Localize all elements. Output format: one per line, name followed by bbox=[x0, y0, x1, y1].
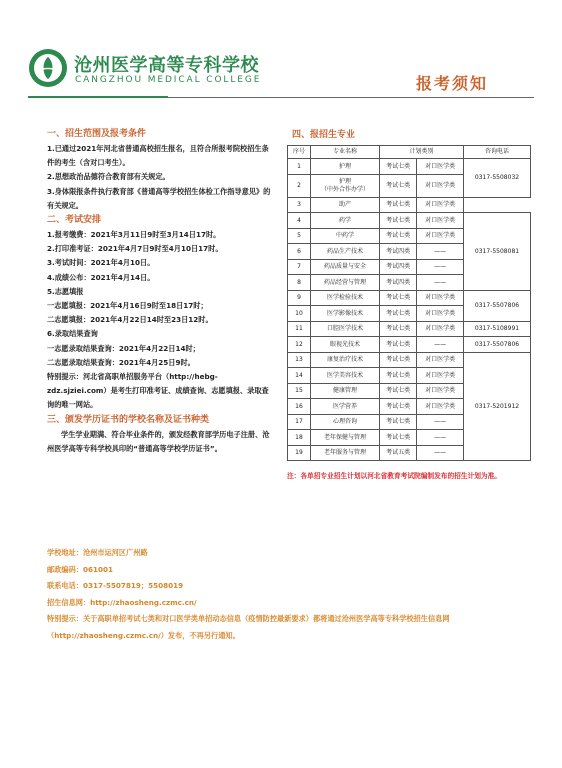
plan-category-exam: 考试四类 bbox=[380, 275, 417, 291]
plan-category-exam: 考试七类 bbox=[380, 213, 417, 229]
major-name-text: 医学美容技术 bbox=[326, 371, 363, 379]
page-title: 报考须知 bbox=[415, 74, 488, 93]
major-name-text: 护理 bbox=[338, 162, 351, 170]
plan-category-exam: 考试七类 bbox=[380, 197, 417, 213]
row-number: 10 bbox=[288, 306, 311, 322]
s2-item-5: 5.志愿填报 bbox=[47, 286, 84, 296]
table-body bbox=[288, 159, 531, 461]
row-number: 12 bbox=[288, 337, 311, 353]
consult-phone: 0317-5108991 bbox=[464, 321, 531, 337]
major-name-text: 助产 bbox=[338, 201, 351, 208]
plan-category-exam: 考试四类 bbox=[380, 259, 417, 275]
header-plan-type: 计划类别 bbox=[380, 146, 464, 159]
table-row bbox=[288, 213, 531, 229]
plan-category-exam: 考试七类 bbox=[380, 352, 417, 368]
major-name-text: 药品生产技术 bbox=[326, 247, 363, 255]
major-name bbox=[311, 197, 380, 213]
plan-category-exam: 考试七类 bbox=[380, 399, 417, 415]
row-number: 6 bbox=[288, 244, 311, 260]
major-name bbox=[311, 352, 380, 368]
major-name bbox=[311, 174, 380, 197]
plan-category-vocational: 对口医学类 bbox=[417, 159, 464, 175]
row-number: 9 bbox=[288, 290, 311, 306]
major-name-text: 中药学 bbox=[335, 232, 354, 239]
major-name-text: 药学 bbox=[338, 216, 351, 224]
row-number: 16 bbox=[288, 399, 311, 415]
plan-category-vocational: 对口医学类 bbox=[417, 383, 464, 399]
major-name bbox=[311, 275, 380, 291]
major-name bbox=[311, 244, 380, 260]
major-name bbox=[311, 445, 380, 461]
table-header-row bbox=[288, 146, 531, 159]
plan-category-vocational: 对口医学类 bbox=[417, 368, 464, 384]
plan-category-exam: 考试七类 bbox=[380, 430, 417, 446]
row-number: 18 bbox=[288, 430, 311, 446]
school-name-en: CANGZHOU MEDICAL COLLEGE bbox=[75, 75, 262, 85]
footer-website[interactable]: 招生信息网：http://zhaosheng.czmc.cn/ bbox=[47, 597, 197, 607]
plan-category-exam: 考试七类 bbox=[380, 228, 417, 244]
major-name-text: 医学影像技术 bbox=[326, 309, 363, 317]
major-name-note: （中外合作办学） bbox=[320, 185, 369, 193]
plan-category-vocational: —— bbox=[417, 275, 464, 291]
major-name bbox=[311, 213, 380, 229]
plan-category-vocational: —— bbox=[417, 445, 464, 461]
plan-category-vocational: 对口医学类 bbox=[417, 352, 464, 368]
row-number: 15 bbox=[288, 383, 311, 399]
plan-category-vocational: 对口医学类 bbox=[417, 306, 464, 322]
plan-category-exam: 考试七类 bbox=[380, 306, 417, 322]
major-name-text: 医学营养 bbox=[332, 402, 357, 410]
major-name-text: 老年服务与管理 bbox=[323, 449, 366, 456]
plan-category-vocational: —— bbox=[417, 259, 464, 275]
row-number: 8 bbox=[288, 275, 311, 291]
plan-category-exam: 考试四类 bbox=[380, 244, 417, 260]
table-row bbox=[288, 321, 531, 337]
section-3-title: 三、颁发学历证书的学校名称及证书种类 bbox=[47, 414, 210, 425]
s2-item-4: 4.成绩公布：2021年4月14日。 bbox=[47, 272, 155, 282]
plan-category-vocational: 对口医学类 bbox=[417, 321, 464, 337]
s2-item-10: 二志愿录取结果查询：2021年4月25日9时。 bbox=[47, 357, 195, 367]
row-number: 2 bbox=[288, 174, 311, 197]
plan-category-vocational: —— bbox=[417, 244, 464, 260]
major-plan-table bbox=[287, 145, 531, 461]
row-number: 5 bbox=[288, 228, 311, 244]
major-name-text: 护理 bbox=[338, 178, 351, 185]
s1-item-1: 1.已通过2021年河北省普通高校招生报名，且符合所报考院校招生条件的考生（含对口考生）。 bbox=[47, 144, 269, 168]
major-name bbox=[311, 306, 380, 322]
plan-note: 注：各单招专业招生计划以河北省教育考试院编制发布的招生计划为准。 bbox=[287, 472, 501, 480]
table-row bbox=[288, 352, 531, 368]
section-2-title: 二、考试安排 bbox=[47, 215, 102, 226]
table-row bbox=[288, 337, 531, 353]
s2-item-1: 1.报考缴费：2021年3月11日9时至3月14日17时。 bbox=[47, 230, 221, 240]
plan-category-exam: 考试七类 bbox=[380, 174, 417, 197]
row-number: 19 bbox=[288, 445, 311, 461]
major-name-text: 药品质量与安全 bbox=[323, 263, 366, 270]
table-row bbox=[288, 197, 531, 213]
plan-category-exam: 考试七类 bbox=[380, 321, 417, 337]
major-name bbox=[311, 430, 380, 446]
plan-category-vocational: 对口医学类 bbox=[417, 290, 464, 306]
plan-category-vocational: 对口医学类 bbox=[417, 228, 464, 244]
header-accent-bar bbox=[28, 96, 168, 98]
consult-phone: 0317-5201912 bbox=[464, 352, 531, 461]
major-name-text: 药品经营与管理 bbox=[323, 278, 366, 286]
major-name bbox=[311, 399, 380, 415]
major-name bbox=[311, 290, 380, 306]
plan-category-exam: 考试七类 bbox=[380, 290, 417, 306]
left-column bbox=[47, 127, 275, 456]
consult-phone: 0317-5507806 bbox=[464, 337, 531, 353]
major-name bbox=[311, 368, 380, 384]
footer-postcode: 邮政编码：061001 bbox=[47, 564, 113, 574]
major-name bbox=[311, 337, 380, 353]
major-name-text: 口腔医学技术 bbox=[326, 325, 363, 332]
s2-item-8: 6.录取结果查询 bbox=[47, 329, 98, 339]
major-name-text: 康复治疗技术 bbox=[326, 356, 363, 363]
s2-special-tip: 特别提示：河北省高职单招服务平台（http://hebg-zdz.sjziei.com）是考生打印准考证、成绩查询、志愿填报、录取查询的唯一网站。 bbox=[47, 372, 269, 410]
s1-item-2: 2.思想政治品德符合教育部有关规定。 bbox=[47, 172, 170, 182]
major-name-text: 老年保健与管理 bbox=[323, 433, 366, 441]
s2-item-6: 一志愿填报：2021年4月16日9时至18日17时； bbox=[47, 301, 208, 311]
plan-category-exam: 考试七类 bbox=[380, 383, 417, 399]
school-logo bbox=[28, 48, 68, 88]
major-name bbox=[311, 383, 380, 399]
plan-category-exam: 考试五类 bbox=[380, 445, 417, 461]
row-number: 13 bbox=[288, 352, 311, 368]
consult-phone: 0317-5508032 bbox=[464, 159, 531, 198]
row-number: 11 bbox=[288, 321, 311, 337]
table-row bbox=[288, 290, 531, 306]
s2-item-7: 二志愿填报：2021年4月22日14时至23日12时。 bbox=[47, 315, 213, 325]
major-name-text: 健康管理 bbox=[332, 387, 357, 394]
plan-category-exam: 考试七类 bbox=[380, 337, 417, 353]
section-4-title: 四、报招生专业 bbox=[292, 130, 356, 140]
footer-address: 学校地址：沧州市运河区广州路 bbox=[47, 548, 148, 557]
contact-footer bbox=[47, 545, 527, 645]
header-no: 序号 bbox=[288, 146, 311, 159]
header-phone: 咨询电话 bbox=[464, 146, 531, 159]
major-name-text: 医学检验技术 bbox=[326, 294, 363, 301]
consult-phone: 0317-5507806 bbox=[464, 290, 531, 321]
plan-category-exam: 考试七类 bbox=[380, 159, 417, 175]
major-name bbox=[311, 159, 380, 175]
s3-paragraph: 学生学业期满、符合毕业条件的，颁发经教育部学历电子注册、沧州医学高等专科学校具印的“普通高等学校学历证书”。 bbox=[47, 429, 270, 453]
table-row bbox=[288, 159, 531, 175]
major-name-text: 心理咨询 bbox=[332, 418, 357, 425]
header-major: 专业名称 bbox=[311, 146, 380, 159]
row-number: 3 bbox=[288, 197, 311, 213]
section-1-title: 一、招生范围及报考条件 bbox=[47, 129, 147, 139]
major-name bbox=[311, 414, 380, 430]
major-name-text: 眼视光技术 bbox=[329, 340, 360, 348]
row-number: 1 bbox=[288, 159, 311, 175]
plan-category-vocational: —— bbox=[417, 337, 464, 353]
s2-item-3: 3.考试时间：2021年4月10日。 bbox=[47, 258, 155, 268]
plan-category-vocational: —— bbox=[417, 430, 464, 446]
plan-category-vocational: 对口医学类 bbox=[417, 197, 464, 213]
s2-item-2: 2.打印准考证：2021年4月7日9时至4月10日17时。 bbox=[47, 244, 223, 254]
plan-category-vocational: 对口医学类 bbox=[417, 399, 464, 415]
footer-phone: 联系电话：0317-5507819；5508019 bbox=[47, 581, 184, 591]
school-name-cn: 沧州医学高等专科学校 bbox=[74, 55, 259, 76]
major-name bbox=[311, 228, 380, 244]
row-number: 7 bbox=[288, 259, 311, 275]
plan-category-exam: 考试七类 bbox=[380, 368, 417, 384]
row-number: 17 bbox=[288, 414, 311, 430]
row-number: 14 bbox=[288, 368, 311, 384]
s1-item-3: 3.身体限报条件执行教育部《普通高等学校招生体检工作指导意见》的有关规定。 bbox=[47, 186, 271, 210]
consult-phone: 0317-5508081 bbox=[464, 213, 531, 291]
footer-special-tip: 特别提示：关于高职单招考试七类和对口医学类单招动态信息（疫情防控最新要求）都将通过沧州医学高等专科学校招生信息网（http://zhaosheng.czmc.cn/）发布，不再另行通知。 bbox=[47, 614, 450, 640]
major-name bbox=[311, 259, 380, 275]
plan-category-exam: 考试七类 bbox=[380, 414, 417, 430]
major-name bbox=[311, 321, 380, 337]
plan-category-vocational: 对口医学类 bbox=[417, 213, 464, 229]
s2-item-9: 一志愿录取结果查询：2021年4月22日14时； bbox=[47, 343, 200, 353]
plan-category-vocational: 对口医学类 bbox=[417, 174, 464, 197]
row-number: 4 bbox=[288, 213, 311, 229]
plan-category-vocational: —— bbox=[417, 414, 464, 430]
